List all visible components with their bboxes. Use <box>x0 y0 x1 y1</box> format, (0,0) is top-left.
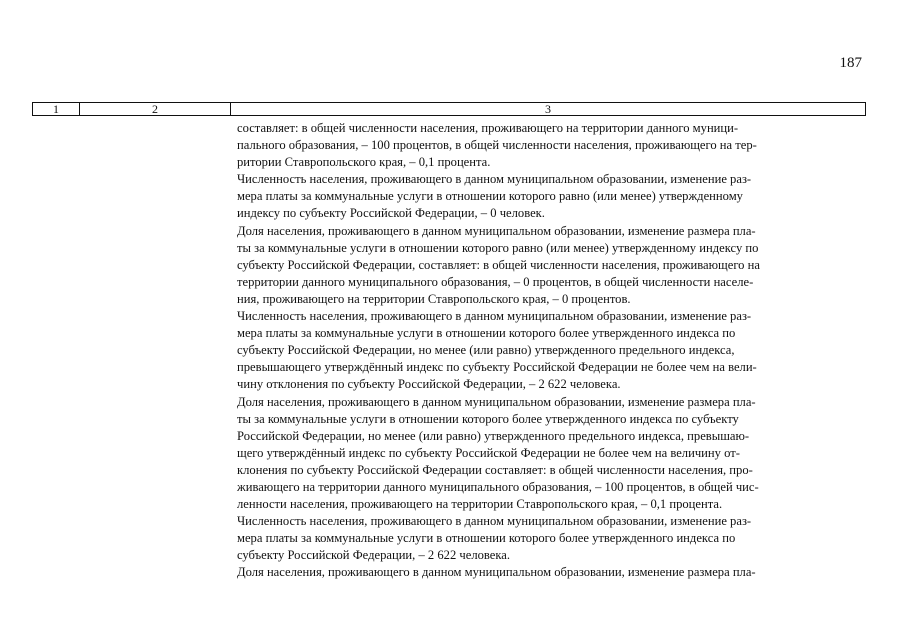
paragraph: Доля населения, проживающего в данном муниципальном образовании, изменение размера пла- ты за коммунальные услуги в отношении которого более утвержденного индекса по субъекту Российской Федерации, но менее (или равно) утвержденного предельного индекса, превышаю- щего утверждённый индекс по субъекту Российской Федерации не более чем на величину от- клонения по субъекту Российской Федерации составляет: в общей численности населения, про- живающего на территории данного муниципального образования, – 100 процентов, в общей чис- ленности населения, проживающего на территории Ставропольского края, – 0,1 процента. <box>237 394 759 512</box>
column-header-1: 1 <box>33 103 80 115</box>
column-header-3: 3 <box>545 102 551 116</box>
table-header-row <box>32 102 866 116</box>
page-number: 187 <box>839 55 862 71</box>
paragraph: Доля населения, проживающего в данном муниципальном образовании, изменение размера пла- <box>237 565 756 580</box>
paragraph: составляет: в общей численности населения, проживающего на территории данного муници- пального образования, – 100 процентов, в общей численности населения, проживающего на тер- ритории Ставропольского края, – 0,1 процента. <box>237 121 757 170</box>
document-body <box>237 120 861 582</box>
paragraph: Численность населения, проживающего в данном муниципальном образовании, изменение раз- мера платы за коммунальные услуги в отношении которого более утвержденного индекса по субъекту Российской Федерации, – 2 622 человека. <box>237 514 752 563</box>
paragraph: Численность населения, проживающего в данном муниципальном образовании, изменение раз- мера платы за коммунальные услуги в отношении которого равно (или менее) утвержденному индексу по субъекту Российской Федерации, – 0 человек. <box>237 172 752 221</box>
column-header-2: 2 <box>80 103 231 115</box>
paragraph: Доля населения, проживающего в данном муниципальном образовании, изменение размера пла- ты за коммунальные услуги в отношении которого равно (или менее) утвержденному индексу по субъекту Российской Федерации, составляет: в общей численности населения, проживающего на территории данного муниципального образования, – 0 процентов, в общей численности населе- ния, проживающего на территории Ставропольского края, – 0 процентов. <box>237 223 760 306</box>
paragraph: Численность населения, проживающего в данном муниципальном образовании, изменение раз- мера платы за коммунальные услуги в отношении которого более утвержденного индекса по субъекту Российской Федерации, но менее (или равно) утвержденного предельного индекса, превышающего утверждённый индекс по субъекту Российской Федерации не более чем на вели- чину отклонения по субъекту Российской Федерации, – 2 622 человека. <box>237 309 757 392</box>
